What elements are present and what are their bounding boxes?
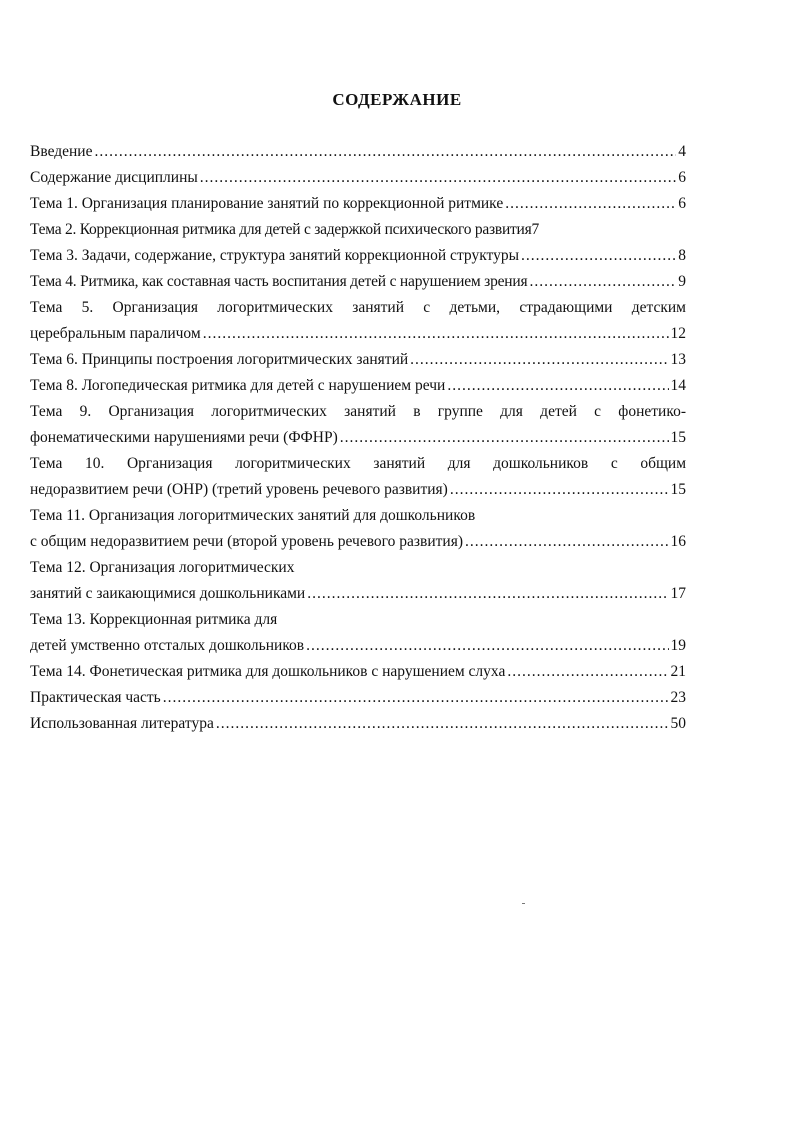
dot-leader	[94, 139, 676, 165]
toc-entry-topic-13[interactable]	[30, 607, 686, 659]
dot-leader	[306, 633, 668, 659]
toc-entry-title-line: Тема 11. Организация логоритмических занятий для дошкольников	[30, 507, 476, 524]
toc-entry-title: Использованная литература	[30, 715, 214, 732]
dot-leader	[450, 477, 669, 503]
toc-entry-title-line: Тема 9. Организация логоритмических занятий в группе для детей с фонетико-	[30, 403, 686, 420]
toc-entry-title: детей умственно отсталых дошкольников	[30, 637, 305, 654]
dot-leader	[216, 711, 669, 737]
toc-entry-title: Тема 8. Логопедическая ритмика для детей с нарушением речи	[30, 377, 446, 394]
page-title: СОДЕРЖАНИЕ	[332, 90, 462, 109]
toc-entry-topic-9[interactable]	[30, 399, 686, 451]
toc-entry-title: Тема 2. Коррекционная ритмика для детей с задержкой психического развития	[30, 221, 532, 238]
toc-entry-title-line: Тема 10. Организация логоритмических занятий для дошкольников с общим	[30, 455, 686, 472]
toc-entry-title: Тема 14. Фонетическая ритмика для дошкольников с нарушением слуха	[30, 663, 506, 680]
toc-entry-topic-12[interactable]	[30, 555, 686, 607]
toc-entry-topic-8[interactable]	[30, 373, 686, 399]
toc-entry-title: церебральным параличом	[30, 325, 201, 342]
toc-entry-topic-4[interactable]	[30, 269, 686, 295]
toc-entry-page: 6	[678, 195, 686, 212]
toc-entry-page: 50	[670, 715, 686, 732]
toc-entry-title: Тема 1. Организация планирование занятий по коррекционной ритмике	[30, 195, 504, 212]
dot-leader	[505, 191, 676, 217]
dot-leader	[529, 269, 676, 295]
dot-leader	[507, 659, 668, 685]
toc-entry-topic-6[interactable]	[30, 347, 686, 373]
toc-entry-topic-3[interactable]	[30, 243, 686, 269]
toc-entry-title: занятий с заикающимися дошкольниками	[30, 585, 306, 602]
dot-leader	[447, 373, 668, 399]
toc-entry-topic-10[interactable]	[30, 451, 686, 503]
toc-entry-title: Тема 4. Ритмика, как составная часть воспитания детей с нарушением зрения	[30, 273, 528, 290]
toc-entry-title-line: Тема 12. Организация логоритмических	[30, 559, 295, 576]
toc-entry-page: 6	[678, 169, 686, 186]
dot-leader	[163, 685, 669, 711]
toc-entry-title: Тема 6. Принципы построения логоритмических занятий	[30, 351, 409, 368]
toc-entry-topic-5[interactable]	[30, 295, 686, 347]
toc-entry-page: 17	[670, 585, 686, 602]
toc-entry-topic-1[interactable]	[30, 191, 686, 217]
dot-leader	[203, 321, 669, 347]
toc-entry-references[interactable]	[30, 711, 686, 737]
toc-entry-page: 13	[670, 351, 686, 368]
toc-entry-title: Тема 3. Задачи, содержание, структура занятий коррекционной структуры	[30, 247, 520, 264]
toc-entry-page: 9	[678, 273, 686, 290]
toc-entry-page: 19	[670, 637, 686, 654]
toc-entry-page: 15	[670, 429, 686, 446]
toc-entry-title-line: Тема 13. Коррекционная ритмика для	[30, 611, 278, 628]
table-of-contents	[30, 139, 686, 737]
toc-entry-title: Практическая часть	[30, 689, 161, 706]
dot-leader	[340, 425, 669, 451]
toc-entry-practical-part[interactable]	[30, 685, 686, 711]
toc-entry-topic-2[interactable]	[30, 217, 686, 243]
toc-entry-discipline-content[interactable]	[30, 165, 686, 191]
dot-leader	[521, 243, 676, 269]
toc-entry-page: 7	[531, 221, 540, 238]
toc-entry-topic-14[interactable]	[30, 659, 686, 685]
toc-entry-title: Введение	[30, 143, 93, 160]
toc-entry-title-line: Тема 5. Организация логоритмических занятий с детьми, страдающими детским	[30, 299, 686, 316]
dot-leader	[410, 347, 668, 373]
toc-entry-page: 14	[670, 377, 686, 394]
toc-entry-page: 16	[670, 533, 686, 550]
dot-leader	[307, 581, 668, 607]
toc-entry-page: 23	[670, 689, 686, 706]
toc-entry-page: 4	[678, 143, 686, 160]
toc-entry-page: 12	[670, 325, 686, 342]
toc-entry-topic-11[interactable]	[30, 503, 686, 555]
toc-entry-title: с общим недоразвитием речи (второй уровень речевого развития)	[30, 533, 464, 550]
toc-entry-page: 15	[670, 481, 686, 498]
dot-leader	[465, 529, 668, 555]
toc-entry-page: 8	[678, 247, 686, 264]
dot-leader	[200, 165, 676, 191]
toc-entry-title: недоразвитием речи (ОНР) (третий уровень речевого развития)	[30, 481, 448, 498]
toc-entry-title: Содержание дисциплины	[30, 169, 198, 186]
toc-entry-introduction[interactable]	[30, 139, 686, 165]
toc-entry-title: фонематическими нарушениями речи (ФФНР)	[30, 429, 338, 446]
toc-entry-page: 21	[670, 663, 686, 680]
scan-speck	[522, 903, 525, 904]
